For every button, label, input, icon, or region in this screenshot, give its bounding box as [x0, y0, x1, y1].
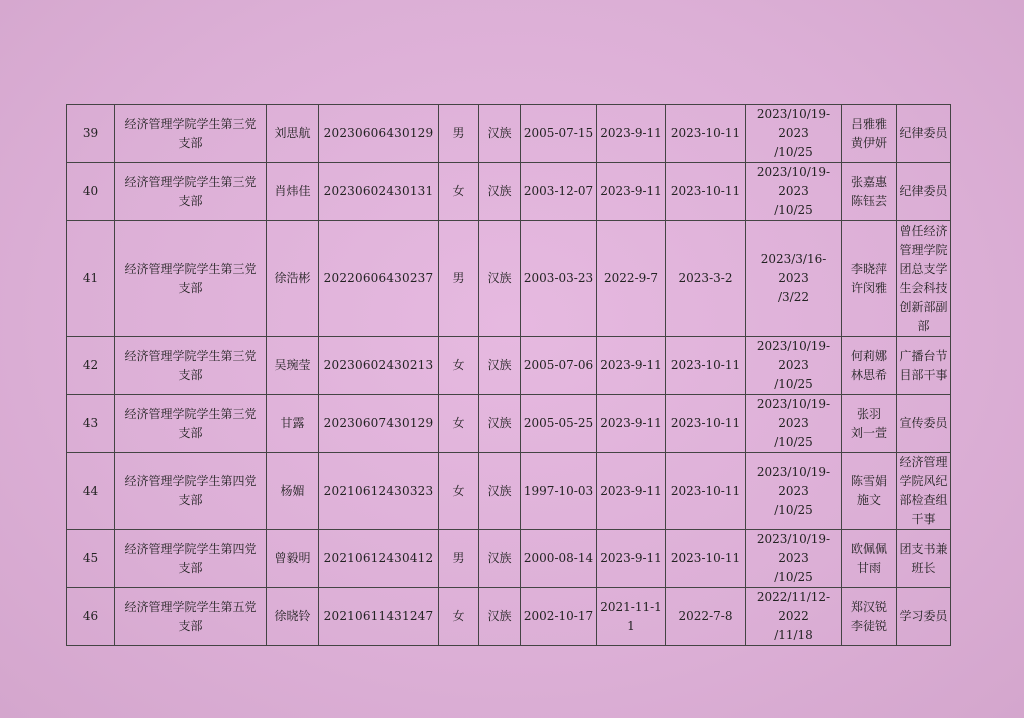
training-line: 2023/10/19-2023: [756, 464, 831, 498]
training-line: /10/25: [774, 502, 813, 517]
row-number: 46: [67, 588, 115, 646]
position-cell: [897, 395, 951, 453]
name-cell: 徐浩彬: [267, 221, 319, 337]
student-id-cell: 20230607430129: [319, 395, 439, 453]
activist-date-cell: 2022-7-8: [666, 588, 746, 646]
table-row: [67, 395, 951, 453]
party-branch-cell: [115, 105, 267, 163]
introducers-cell: [842, 588, 897, 646]
training-line: 2022/11/12-2022: [756, 590, 831, 623]
branch-line: 经济管理学院学生第三党: [124, 116, 257, 131]
row-number: 45: [67, 530, 115, 588]
position-line: 纪律委员: [899, 126, 948, 140]
position-line: 创新部副: [899, 299, 948, 314]
branch-line: 支部: [178, 425, 203, 440]
training-period-cell: [746, 221, 842, 337]
student-id-cell: 20230606430129: [319, 105, 439, 163]
branch-line: 支部: [178, 493, 203, 507]
party-branch-cell: [115, 453, 267, 530]
position-line: 部检查组: [899, 493, 948, 507]
position-line: 管理学院: [899, 242, 948, 257]
branch-line: 经济管理学院学生第五党: [124, 599, 257, 614]
application-date-line: 2021-11-1: [600, 599, 662, 614]
position-line: 学院风纪: [899, 474, 948, 488]
party-branch-cell: [115, 588, 267, 646]
position-cell: [897, 221, 951, 337]
introducer: 李徒锐: [850, 618, 887, 633]
introducers-cell: [842, 453, 897, 530]
introducers-cell: [842, 530, 897, 588]
name-cell: 吴琬莹: [267, 337, 319, 395]
ethnicity-cell: 汉族: [479, 221, 521, 337]
position-line: 广播台节: [899, 348, 948, 363]
introducer: 陈钰芸: [850, 193, 887, 208]
table-row: [67, 453, 951, 530]
training-line: 2023/3/16-2023: [760, 252, 827, 285]
position-line: 干事: [911, 512, 936, 526]
position-line: 团支书兼: [899, 541, 948, 556]
birth-date-cell: 1997-10-03: [521, 453, 597, 530]
branch-line: 支部: [178, 280, 203, 295]
ethnicity-cell: 汉族: [479, 588, 521, 646]
application-date-cell: 2023-9-11: [597, 337, 666, 395]
name-cell: 曾毅明: [267, 530, 319, 588]
application-date-cell: 2023-9-11: [597, 163, 666, 221]
row-number: 42: [67, 337, 115, 395]
training-line: /10/25: [774, 203, 813, 217]
table-row: [67, 337, 951, 395]
training-period-cell: [746, 105, 842, 163]
gender-cell: 女: [439, 395, 479, 453]
position-line: 部: [917, 318, 930, 333]
student-id-cell: 20210611431247: [319, 588, 439, 646]
position-line: 学习委员: [899, 609, 948, 623]
row-number: 39: [67, 105, 115, 163]
gender-cell: 男: [439, 530, 479, 588]
birth-date-cell: 2000-08-14: [521, 530, 597, 588]
introducer: 林思希: [850, 367, 887, 382]
training-line: /11/18: [774, 628, 813, 642]
activist-date-cell: 2023-3-2: [666, 221, 746, 337]
branch-line: 经济管理学院学生第三党: [124, 406, 257, 421]
application-date-cell: 2023-9-11: [597, 105, 666, 163]
application-date-cell: 2023-9-11: [597, 395, 666, 453]
position-line: 生会科技: [899, 280, 948, 295]
application-date-line: 1: [627, 618, 635, 633]
training-line: /3/22: [778, 290, 809, 304]
branch-line: 经济管理学院学生第三党: [124, 348, 257, 363]
party-branch-cell: [115, 530, 267, 588]
training-period-cell: [746, 337, 842, 395]
name-cell: 徐晓铃: [267, 588, 319, 646]
introducer: 张羽: [856, 406, 881, 421]
position-cell: [897, 105, 951, 163]
application-date-cell: 2023-9-11: [597, 453, 666, 530]
branch-line: 经济管理学院学生第四党: [124, 541, 257, 556]
activist-date-cell: 2023-10-11: [666, 530, 746, 588]
table-row: [67, 588, 951, 646]
introducer: 李晓萍: [850, 261, 887, 276]
training-line: 2023/10/19-2023: [756, 107, 831, 140]
position-cell: [897, 337, 951, 395]
gender-cell: 女: [439, 337, 479, 395]
position-line: 纪律委员: [899, 184, 948, 198]
birth-date-cell: 2005-07-15: [521, 105, 597, 163]
table-row: [67, 163, 951, 221]
activist-date-cell: 2023-10-11: [666, 337, 746, 395]
introducer: 刘一萱: [850, 425, 887, 440]
training-line: /10/25: [774, 570, 813, 584]
introducer: 张嘉惠: [850, 174, 887, 189]
party-branch-cell: [115, 395, 267, 453]
name-cell: 甘露: [267, 395, 319, 453]
party-branch-cell: [115, 163, 267, 221]
introducer: 陈雪娟: [850, 474, 887, 488]
activist-date-cell: 2023-10-11: [666, 453, 746, 530]
introducer: 欧佩佩: [850, 541, 887, 556]
introducer: 许闵雅: [850, 280, 887, 295]
position-line: 经济管理: [899, 455, 948, 469]
position-line: 目部干事: [899, 367, 948, 382]
birth-date-cell: 2003-12-07: [521, 163, 597, 221]
branch-line: 支部: [178, 135, 203, 150]
training-line: /10/25: [774, 145, 813, 159]
branch-line: 支部: [178, 618, 203, 633]
row-number: 41: [67, 221, 115, 337]
branch-line: 经济管理学院学生第三党: [124, 261, 257, 276]
activist-date-cell: 2023-10-11: [666, 105, 746, 163]
introducer: 郑汉锐: [850, 599, 887, 614]
branch-line: 支部: [178, 560, 203, 575]
training-period-cell: [746, 163, 842, 221]
branch-line: 支部: [178, 367, 203, 382]
table-row: [67, 530, 951, 588]
position-cell: [897, 530, 951, 588]
position-line: 班长: [911, 560, 936, 575]
training-period-cell: [746, 453, 842, 530]
training-line: 2023/10/19-2023: [756, 339, 831, 372]
birth-date-cell: 2005-05-25: [521, 395, 597, 453]
row-number: 44: [67, 453, 115, 530]
birth-date-cell: 2003-03-23: [521, 221, 597, 337]
row-number: 40: [67, 163, 115, 221]
introducers-cell: [842, 105, 897, 163]
branch-line: 支部: [178, 193, 203, 208]
activist-date-cell: 2023-10-11: [666, 395, 746, 453]
gender-cell: 女: [439, 163, 479, 221]
ethnicity-cell: 汉族: [479, 105, 521, 163]
student-id-cell: 20230602430213: [319, 337, 439, 395]
gender-cell: 女: [439, 453, 479, 530]
training-line: 2023/10/19-2023: [756, 397, 831, 430]
roster-table: [66, 104, 951, 646]
introducers-cell: [842, 395, 897, 453]
position-line: 宣传委员: [899, 416, 948, 430]
position-cell: [897, 163, 951, 221]
introducer: 吕雅雅: [850, 116, 887, 131]
birth-date-cell: 2002-10-17: [521, 588, 597, 646]
name-cell: 杨媚: [267, 453, 319, 530]
introducer: 何莉娜: [850, 348, 887, 363]
training-period-cell: [746, 530, 842, 588]
table-row: [67, 221, 951, 337]
application-date-cell: 2022-9-7: [597, 221, 666, 337]
branch-line: 经济管理学院学生第四党: [124, 474, 257, 488]
introducer: 甘雨: [856, 560, 881, 575]
gender-cell: 男: [439, 105, 479, 163]
student-id-cell: 20220606430237: [319, 221, 439, 337]
introducers-cell: [842, 163, 897, 221]
training-line: 2023/10/19-2023: [756, 165, 831, 198]
introducers-cell: [842, 337, 897, 395]
gender-cell: 女: [439, 588, 479, 646]
student-id-cell: 20210612430323: [319, 453, 439, 530]
name-cell: 刘思航: [267, 105, 319, 163]
name-cell: 肖炜佳: [267, 163, 319, 221]
application-date-cell: [597, 588, 666, 646]
student-id-cell: 20230602430131: [319, 163, 439, 221]
position-line: 曾任经济: [899, 223, 948, 238]
student-id-cell: 20210612430412: [319, 530, 439, 588]
training-period-cell: [746, 395, 842, 453]
ethnicity-cell: 汉族: [479, 453, 521, 530]
training-line: 2023/10/19-2023: [756, 532, 831, 565]
position-cell: [897, 453, 951, 530]
ethnicity-cell: 汉族: [479, 163, 521, 221]
ethnicity-cell: 汉族: [479, 337, 521, 395]
branch-line: 经济管理学院学生第三党: [124, 174, 257, 189]
introducer: 施文: [856, 493, 881, 507]
application-date-cell: 2023-9-11: [597, 530, 666, 588]
position-line: 团总支学: [899, 261, 948, 276]
position-cell: [897, 588, 951, 646]
training-period-cell: [746, 588, 842, 646]
training-line: /10/25: [774, 435, 813, 449]
party-branch-cell: [115, 221, 267, 337]
birth-date-cell: 2005-07-06: [521, 337, 597, 395]
row-number: 43: [67, 395, 115, 453]
ethnicity-cell: 汉族: [479, 395, 521, 453]
training-line: /10/25: [774, 377, 813, 391]
introducer: 黄伊妍: [850, 135, 887, 150]
ethnicity-cell: 汉族: [479, 530, 521, 588]
party-branch-cell: [115, 337, 267, 395]
gender-cell: 男: [439, 221, 479, 337]
introducers-cell: [842, 221, 897, 337]
table-row: [67, 105, 951, 163]
activist-date-cell: 2023-10-11: [666, 163, 746, 221]
